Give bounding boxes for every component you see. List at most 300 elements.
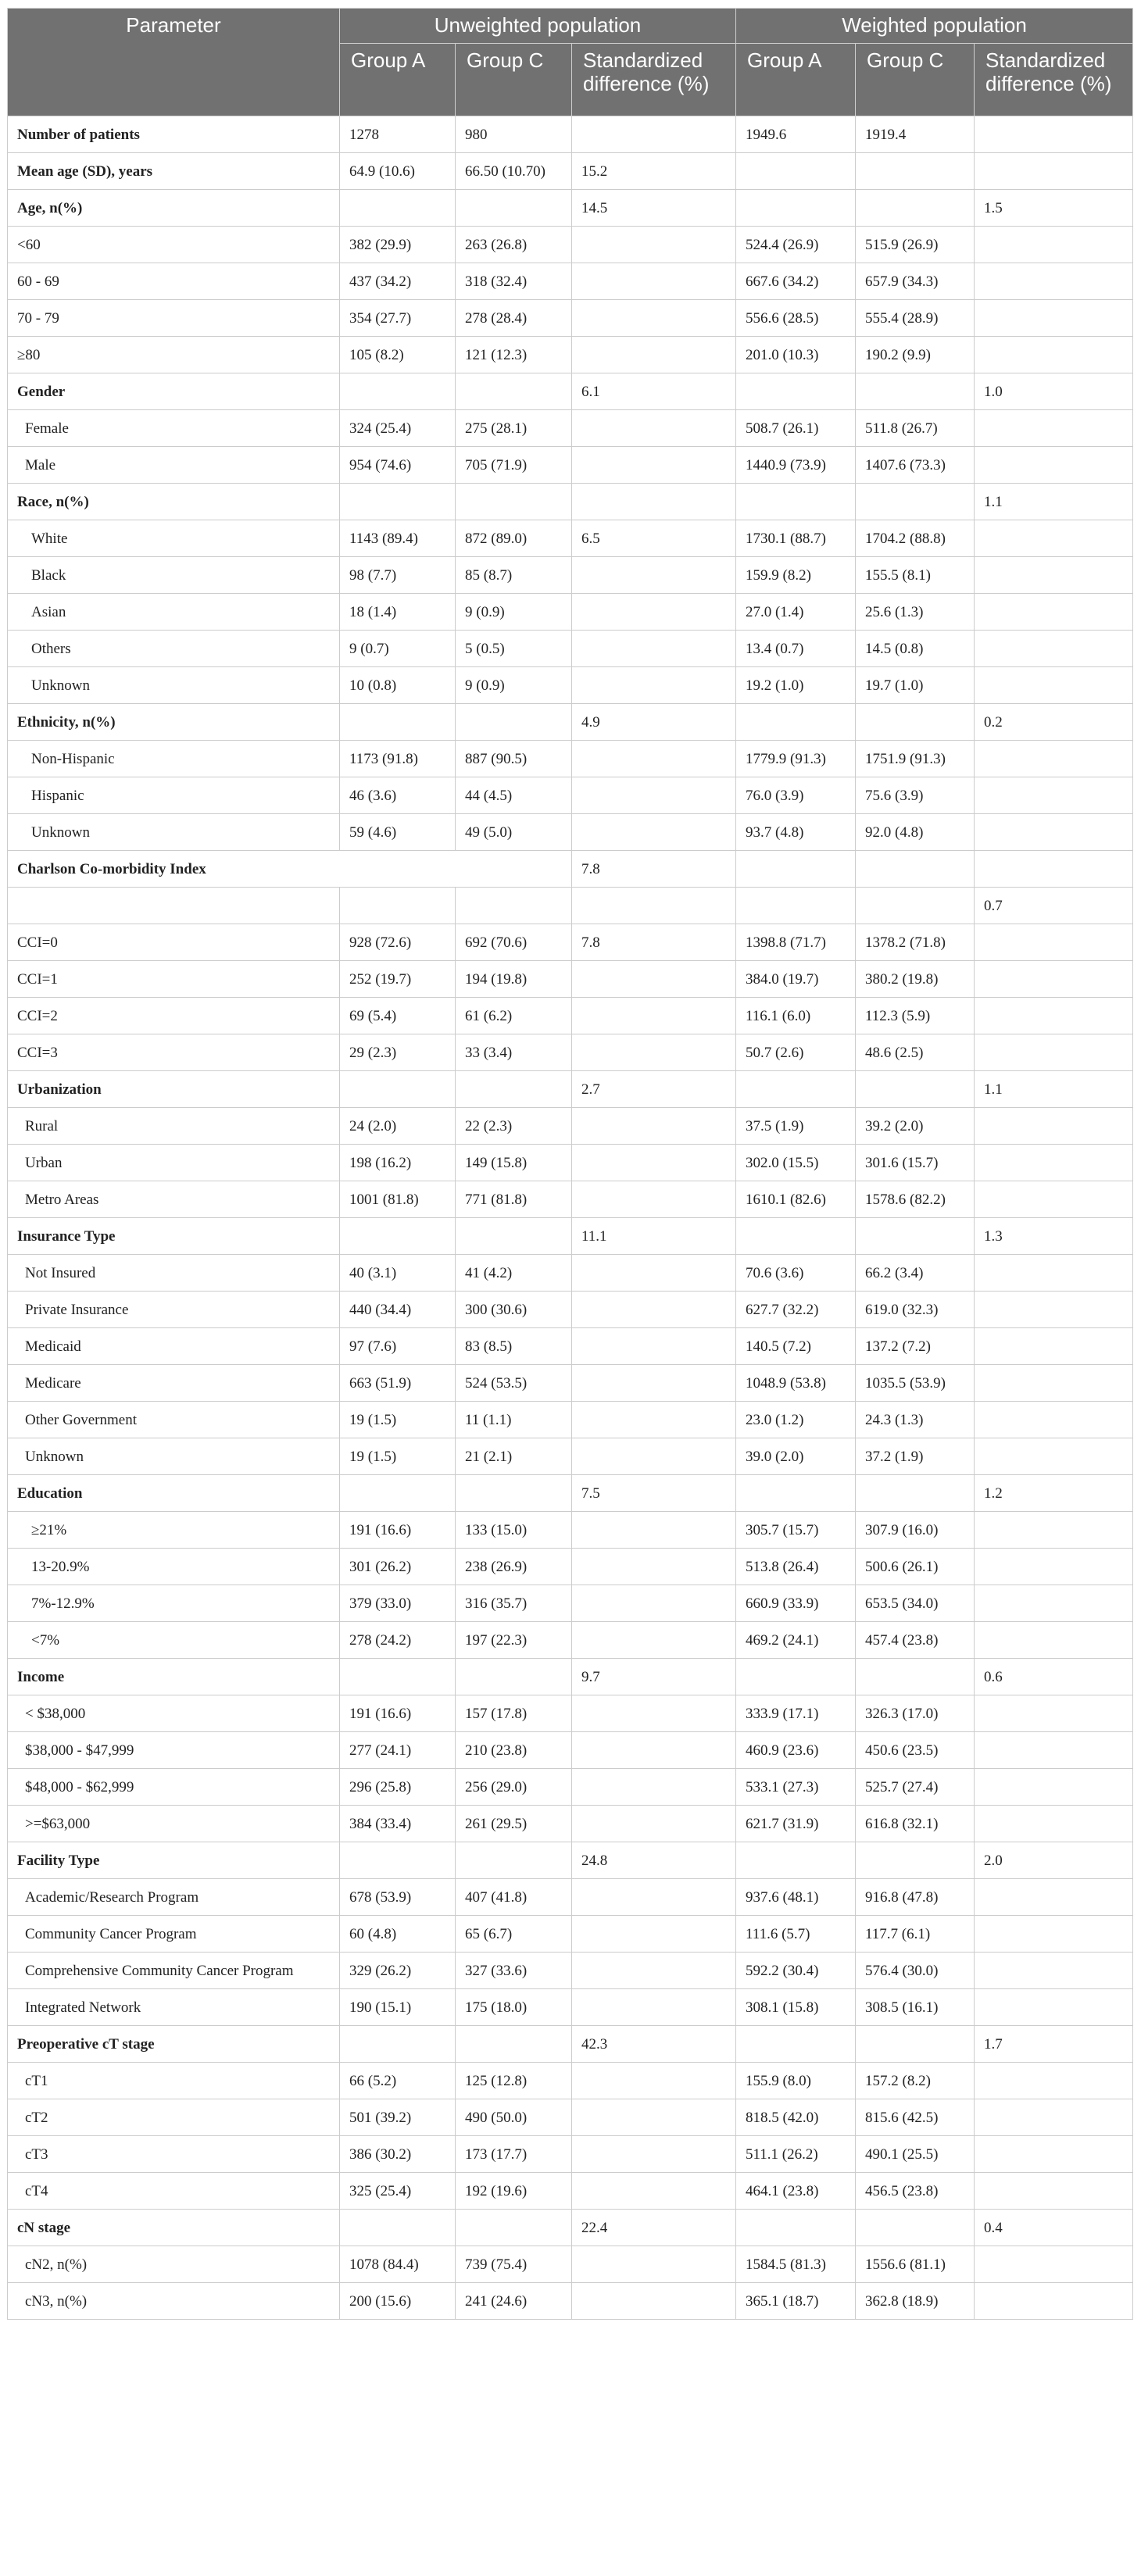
cell-unweighted-std-diff — [572, 667, 736, 704]
cell-unweighted-std-diff — [572, 2173, 736, 2210]
cell-unweighted-std-diff — [572, 447, 736, 484]
cell-unweighted-group-c: 33 (3.4) — [456, 1034, 572, 1071]
cell-unweighted-std-diff: 4.9 — [572, 704, 736, 741]
cell-unweighted-group-a — [340, 1475, 456, 1512]
row-label: cT1 — [8, 2063, 340, 2099]
cell-weighted-group-c: 112.3 (5.9) — [856, 998, 975, 1034]
header-weighted-group-a: Group A — [736, 44, 856, 116]
cell-unweighted-std-diff — [572, 1622, 736, 1659]
cell-weighted-group-a: 50.7 (2.6) — [736, 1034, 856, 1071]
cell-weighted-std-diff — [975, 777, 1133, 814]
cell-unweighted-group-a: 954 (74.6) — [340, 447, 456, 484]
row-label: 7%-12.9% — [8, 1585, 340, 1622]
row-label: 13-20.9% — [8, 1549, 340, 1585]
cell-weighted-std-diff — [975, 1585, 1133, 1622]
cell-unweighted-std-diff: 15.2 — [572, 153, 736, 190]
cell-unweighted-group-c: 887 (90.5) — [456, 741, 572, 777]
cell-unweighted-std-diff — [572, 594, 736, 631]
cell-weighted-group-a — [736, 2210, 856, 2246]
cell-unweighted-group-a: 379 (33.0) — [340, 1585, 456, 1622]
table-row — [8, 2210, 1133, 2246]
cell-weighted-group-c: 500.6 (26.1) — [856, 1549, 975, 1585]
cell-weighted-group-a: 508.7 (26.1) — [736, 410, 856, 447]
table-row — [8, 1292, 1133, 1328]
cell-unweighted-group-a — [340, 1659, 456, 1695]
cell-unweighted-std-diff: 7.8 — [572, 924, 736, 961]
cell-weighted-group-a: 39.0 (2.0) — [736, 1438, 856, 1475]
table-row — [8, 2246, 1133, 2283]
table-row — [8, 1475, 1133, 1512]
cell-unweighted-group-c: 157 (17.8) — [456, 1695, 572, 1732]
cell-weighted-group-a — [736, 1659, 856, 1695]
cell-weighted-group-a — [736, 1071, 856, 1108]
cell-unweighted-group-c: 771 (81.8) — [456, 1181, 572, 1218]
cell-weighted-std-diff — [975, 1622, 1133, 1659]
row-label: cN stage — [8, 2210, 340, 2246]
table-row — [8, 1659, 1133, 1695]
cell-weighted-group-c — [856, 1659, 975, 1695]
cell-weighted-group-c — [856, 1475, 975, 1512]
cell-unweighted-group-a: 190 (15.1) — [340, 1989, 456, 2026]
table-row — [8, 1328, 1133, 1365]
cell-unweighted-std-diff: 6.5 — [572, 520, 736, 557]
cell-weighted-std-diff: 0.2 — [975, 704, 1133, 741]
cell-weighted-group-a: 19.2 (1.0) — [736, 667, 856, 704]
table-row — [8, 2136, 1133, 2173]
cell-unweighted-group-a: 329 (26.2) — [340, 1953, 456, 1989]
cell-unweighted-group-c — [456, 1071, 572, 1108]
cell-weighted-group-a — [736, 851, 856, 888]
cell-weighted-group-a: 1584.5 (81.3) — [736, 2246, 856, 2283]
row-label: >=$63,000 — [8, 1806, 340, 1842]
cell-weighted-std-diff — [975, 1145, 1133, 1181]
table-row — [8, 1071, 1133, 1108]
cell-unweighted-group-c: 175 (18.0) — [456, 1989, 572, 2026]
cell-unweighted-group-c: 5 (0.5) — [456, 631, 572, 667]
cell-weighted-group-a: 556.6 (28.5) — [736, 300, 856, 337]
cell-weighted-group-a: 511.1 (26.2) — [736, 2136, 856, 2173]
cell-unweighted-group-a: 46 (3.6) — [340, 777, 456, 814]
cell-weighted-group-a: 111.6 (5.7) — [736, 1916, 856, 1953]
row-label: CCI=2 — [8, 998, 340, 1034]
table-row — [8, 1585, 1133, 1622]
cell-unweighted-group-a: 40 (3.1) — [340, 1255, 456, 1292]
cell-unweighted-std-diff: 6.1 — [572, 373, 736, 410]
cell-unweighted-group-a: 18 (1.4) — [340, 594, 456, 631]
row-label: cT4 — [8, 2173, 340, 2210]
cell-unweighted-group-a: 928 (72.6) — [340, 924, 456, 961]
row-label: Insurance Type — [8, 1218, 340, 1255]
cell-unweighted-group-a: 384 (33.4) — [340, 1806, 456, 1842]
cell-unweighted-group-a: 10 (0.8) — [340, 667, 456, 704]
cell-unweighted-std-diff — [572, 741, 736, 777]
cell-weighted-std-diff: 1.5 — [975, 190, 1133, 227]
table-header — [8, 9, 1133, 116]
cell-weighted-group-a: 155.9 (8.0) — [736, 2063, 856, 2099]
cell-unweighted-std-diff — [572, 1108, 736, 1145]
row-label: cN2, n(%) — [8, 2246, 340, 2283]
cell-weighted-group-c — [856, 190, 975, 227]
cell-unweighted-group-a: 278 (24.2) — [340, 1622, 456, 1659]
cell-unweighted-group-c: 173 (17.7) — [456, 2136, 572, 2173]
cell-unweighted-group-c — [456, 704, 572, 741]
cell-unweighted-std-diff — [572, 1255, 736, 1292]
table-row — [8, 1438, 1133, 1475]
cell-unweighted-std-diff — [572, 1034, 736, 1071]
cell-unweighted-group-a: 60 (4.8) — [340, 1916, 456, 1953]
cell-weighted-group-c: 19.7 (1.0) — [856, 667, 975, 704]
row-label: Rural — [8, 1108, 340, 1145]
cell-unweighted-group-a: 97 (7.6) — [340, 1328, 456, 1365]
cell-unweighted-std-diff — [572, 1879, 736, 1916]
cell-unweighted-group-c: 980 — [456, 116, 572, 153]
row-label: Not Insured — [8, 1255, 340, 1292]
cell-weighted-group-a: 384.0 (19.7) — [736, 961, 856, 998]
cell-weighted-group-c: 190.2 (9.9) — [856, 337, 975, 373]
cell-weighted-std-diff — [975, 1695, 1133, 1732]
cell-weighted-std-diff — [975, 924, 1133, 961]
cell-weighted-group-c: 1035.5 (53.9) — [856, 1365, 975, 1402]
cell-unweighted-group-c: 705 (71.9) — [456, 447, 572, 484]
row-label: Academic/Research Program — [8, 1879, 340, 1916]
cell-weighted-std-diff — [975, 1732, 1133, 1769]
cell-weighted-group-a — [736, 704, 856, 741]
row-label: ≥21% — [8, 1512, 340, 1549]
row-label: Number of patients — [8, 116, 340, 153]
cell-weighted-std-diff — [975, 1108, 1133, 1145]
row-label: CCI=0 — [8, 924, 340, 961]
table-row — [8, 2173, 1133, 2210]
row-label: Urbanization — [8, 1071, 340, 1108]
table-row — [8, 1034, 1133, 1071]
cell-weighted-group-a: 302.0 (15.5) — [736, 1145, 856, 1181]
cell-unweighted-std-diff — [572, 227, 736, 263]
row-label: Hispanic — [8, 777, 340, 814]
row-label: cT3 — [8, 2136, 340, 2173]
cell-weighted-std-diff — [975, 594, 1133, 631]
cell-unweighted-group-c: 327 (33.6) — [456, 1953, 572, 1989]
cell-unweighted-group-a — [340, 888, 456, 924]
cell-weighted-group-c: 1578.6 (82.2) — [856, 1181, 975, 1218]
cell-weighted-std-diff — [975, 1034, 1133, 1071]
row-label: Mean age (SD), years — [8, 153, 340, 190]
cell-weighted-group-a: 469.2 (24.1) — [736, 1622, 856, 1659]
cell-weighted-group-a: 201.0 (10.3) — [736, 337, 856, 373]
cell-weighted-group-c: 616.8 (32.1) — [856, 1806, 975, 1842]
cell-weighted-std-diff — [975, 520, 1133, 557]
cell-weighted-std-diff — [975, 1769, 1133, 1806]
baseline-characteristics-table — [7, 8, 1133, 2320]
cell-weighted-group-a: 333.9 (17.1) — [736, 1695, 856, 1732]
cell-unweighted-group-a: 325 (25.4) — [340, 2173, 456, 2210]
cell-weighted-std-diff — [975, 998, 1133, 1034]
table-row — [8, 851, 1133, 888]
cell-weighted-group-a: 667.6 (34.2) — [736, 263, 856, 300]
cell-weighted-group-a — [736, 373, 856, 410]
cell-weighted-group-a: 1730.1 (88.7) — [736, 520, 856, 557]
cell-unweighted-group-a: 501 (39.2) — [340, 2099, 456, 2136]
cell-unweighted-group-c — [456, 373, 572, 410]
cell-weighted-std-diff: 2.0 — [975, 1842, 1133, 1879]
row-label: Unknown — [8, 1438, 340, 1475]
table-row — [8, 447, 1133, 484]
cell-unweighted-group-c: 83 (8.5) — [456, 1328, 572, 1365]
cell-unweighted-group-a: 324 (25.4) — [340, 410, 456, 447]
cell-weighted-group-a: 592.2 (30.4) — [736, 1953, 856, 1989]
cell-weighted-group-a: 533.1 (27.3) — [736, 1769, 856, 1806]
cell-unweighted-group-c: 121 (12.3) — [456, 337, 572, 373]
cell-weighted-group-a: 27.0 (1.4) — [736, 594, 856, 631]
cell-unweighted-std-diff — [572, 337, 736, 373]
cell-weighted-group-a: 1779.9 (91.3) — [736, 741, 856, 777]
cell-weighted-std-diff: 0.7 — [975, 888, 1133, 924]
cell-weighted-group-a: 140.5 (7.2) — [736, 1328, 856, 1365]
table-row — [8, 1402, 1133, 1438]
row-label: Gender — [8, 373, 340, 410]
row-label: Black — [8, 557, 340, 594]
row-label: Urban — [8, 1145, 340, 1181]
cell-unweighted-group-c: 256 (29.0) — [456, 1769, 572, 1806]
cell-weighted-std-diff — [975, 227, 1133, 263]
cell-unweighted-group-a — [340, 373, 456, 410]
table-row — [8, 888, 1133, 924]
cell-weighted-group-c: 301.6 (15.7) — [856, 1145, 975, 1181]
cell-unweighted-std-diff — [572, 263, 736, 300]
cell-unweighted-group-a: 437 (34.2) — [340, 263, 456, 300]
cell-unweighted-group-a — [340, 2210, 456, 2246]
cell-unweighted-group-c: 241 (24.6) — [456, 2283, 572, 2320]
cell-unweighted-std-diff: 42.3 — [572, 2026, 736, 2063]
cell-unweighted-group-c: 872 (89.0) — [456, 520, 572, 557]
cell-weighted-group-c: 490.1 (25.5) — [856, 2136, 975, 2173]
cell-weighted-group-a — [736, 1475, 856, 1512]
cell-unweighted-group-c: 275 (28.1) — [456, 410, 572, 447]
cell-weighted-group-c: 653.5 (34.0) — [856, 1585, 975, 1622]
row-label: Community Cancer Program — [8, 1916, 340, 1953]
cell-weighted-group-c — [856, 1071, 975, 1108]
cell-weighted-group-a: 464.1 (23.8) — [736, 2173, 856, 2210]
cell-unweighted-group-c: 66.50 (10.70) — [456, 153, 572, 190]
cell-weighted-group-c — [856, 2210, 975, 2246]
header-weighted-population: Weighted population — [736, 9, 1133, 44]
cell-weighted-std-diff — [975, 2283, 1133, 2320]
row-label: Race, n(%) — [8, 484, 340, 520]
row-label: Female — [8, 410, 340, 447]
cell-weighted-std-diff: 1.3 — [975, 1218, 1133, 1255]
cell-unweighted-std-diff — [572, 2283, 736, 2320]
table-row — [8, 1622, 1133, 1659]
cell-weighted-group-c: 117.7 (6.1) — [856, 1916, 975, 1953]
cell-weighted-group-a — [736, 190, 856, 227]
cell-unweighted-group-c — [456, 888, 572, 924]
cell-weighted-group-a: 621.7 (31.9) — [736, 1806, 856, 1842]
header-unweighted-group-a: Group A — [340, 44, 456, 116]
cell-weighted-group-c — [856, 1218, 975, 1255]
cell-weighted-std-diff — [975, 410, 1133, 447]
cell-weighted-std-diff — [975, 557, 1133, 594]
cell-weighted-group-c: 308.5 (16.1) — [856, 1989, 975, 2026]
cell-unweighted-group-c — [456, 1475, 572, 1512]
cell-weighted-std-diff — [975, 1989, 1133, 2026]
cell-unweighted-group-a: 1143 (89.4) — [340, 520, 456, 557]
cell-weighted-std-diff — [975, 1916, 1133, 1953]
cell-weighted-std-diff — [975, 814, 1133, 851]
cell-unweighted-group-c: 9 (0.9) — [456, 594, 572, 631]
cell-weighted-group-c: 66.2 (3.4) — [856, 1255, 975, 1292]
cell-weighted-group-a: 1048.9 (53.8) — [736, 1365, 856, 1402]
table-row — [8, 1218, 1133, 1255]
row-label: $38,000 - $47,999 — [8, 1732, 340, 1769]
cell-weighted-group-a — [736, 153, 856, 190]
table-row — [8, 410, 1133, 447]
row-label: Other Government — [8, 1402, 340, 1438]
cell-unweighted-group-c: 524 (53.5) — [456, 1365, 572, 1402]
row-label: White — [8, 520, 340, 557]
cell-unweighted-std-diff: 2.7 — [572, 1071, 736, 1108]
cell-weighted-group-c: 555.4 (28.9) — [856, 300, 975, 337]
cell-unweighted-group-a — [340, 190, 456, 227]
row-label: Income — [8, 1659, 340, 1695]
table-row — [8, 337, 1133, 373]
cell-weighted-group-c: 39.2 (2.0) — [856, 1108, 975, 1145]
cell-unweighted-std-diff: 24.8 — [572, 1842, 736, 1879]
cell-unweighted-std-diff — [572, 1328, 736, 1365]
cell-weighted-std-diff — [975, 447, 1133, 484]
table-row — [8, 227, 1133, 263]
row-label: cN3, n(%) — [8, 2283, 340, 2320]
cell-weighted-group-a: 116.1 (6.0) — [736, 998, 856, 1034]
row-label: Private Insurance — [8, 1292, 340, 1328]
cell-unweighted-group-c: 149 (15.8) — [456, 1145, 572, 1181]
row-label: Facility Type — [8, 1842, 340, 1879]
cell-weighted-group-a: 93.7 (4.8) — [736, 814, 856, 851]
table-row — [8, 704, 1133, 741]
cell-weighted-group-c: 307.9 (16.0) — [856, 1512, 975, 1549]
cell-weighted-std-diff — [975, 2099, 1133, 2136]
cell-weighted-group-c — [856, 851, 975, 888]
row-label: Medicaid — [8, 1328, 340, 1365]
table-row — [8, 1108, 1133, 1145]
cell-unweighted-std-diff — [572, 1292, 736, 1328]
row-label: CCI=3 — [8, 1034, 340, 1071]
cell-weighted-group-a: 37.5 (1.9) — [736, 1108, 856, 1145]
cell-unweighted-std-diff — [572, 1806, 736, 1842]
cell-weighted-group-a — [736, 888, 856, 924]
row-label: Metro Areas — [8, 1181, 340, 1218]
cell-weighted-group-a: 1949.6 — [736, 116, 856, 153]
cell-weighted-std-diff — [975, 1953, 1133, 1989]
cell-weighted-group-a: 76.0 (3.9) — [736, 777, 856, 814]
row-label: Unknown — [8, 814, 340, 851]
table-row — [8, 1806, 1133, 1842]
cell-weighted-group-c: 25.6 (1.3) — [856, 594, 975, 631]
table-row — [8, 1916, 1133, 1953]
cell-unweighted-group-a: 191 (16.6) — [340, 1512, 456, 1549]
table-row — [8, 741, 1133, 777]
cell-unweighted-std-diff — [572, 1365, 736, 1402]
cell-weighted-group-a: 70.6 (3.6) — [736, 1255, 856, 1292]
cell-unweighted-std-diff: 7.8 — [572, 851, 736, 888]
cell-weighted-group-c — [856, 153, 975, 190]
cell-unweighted-group-c: 692 (70.6) — [456, 924, 572, 961]
cell-unweighted-group-a — [340, 1842, 456, 1879]
table-row — [8, 190, 1133, 227]
cell-unweighted-group-c: 9 (0.9) — [456, 667, 572, 704]
cell-weighted-group-a: 513.8 (26.4) — [736, 1549, 856, 1585]
row-label: Education — [8, 1475, 340, 1512]
table-body — [8, 116, 1133, 2320]
table-row — [8, 1879, 1133, 1916]
cell-unweighted-group-c — [456, 2026, 572, 2063]
cell-weighted-group-a: 627.7 (32.2) — [736, 1292, 856, 1328]
cell-weighted-std-diff: 0.6 — [975, 1659, 1133, 1695]
header-unweighted-population: Unweighted population — [340, 9, 736, 44]
cell-weighted-std-diff — [975, 741, 1133, 777]
cell-weighted-group-c — [856, 704, 975, 741]
table-row — [8, 1989, 1133, 2026]
cell-unweighted-std-diff — [572, 300, 736, 337]
cell-unweighted-group-a: 59 (4.6) — [340, 814, 456, 851]
row-label: Asian — [8, 594, 340, 631]
cell-unweighted-std-diff — [572, 1953, 736, 1989]
cell-weighted-std-diff: 1.1 — [975, 484, 1133, 520]
table-row — [8, 116, 1133, 153]
cell-weighted-group-c: 1407.6 (73.3) — [856, 447, 975, 484]
cell-weighted-group-a: 13.4 (0.7) — [736, 631, 856, 667]
table-row — [8, 373, 1133, 410]
row-label: Integrated Network — [8, 1989, 340, 2026]
cell-unweighted-group-c: 263 (26.8) — [456, 227, 572, 263]
table-row — [8, 300, 1133, 337]
cell-weighted-group-a: 818.5 (42.0) — [736, 2099, 856, 2136]
row-label: ≥80 — [8, 337, 340, 373]
cell-unweighted-group-c: 197 (22.3) — [456, 1622, 572, 1659]
table-row — [8, 2026, 1133, 2063]
cell-unweighted-group-a: 296 (25.8) — [340, 1769, 456, 1806]
cell-unweighted-std-diff — [572, 1916, 736, 1953]
table-row — [8, 961, 1133, 998]
cell-unweighted-group-a: 105 (8.2) — [340, 337, 456, 373]
cell-unweighted-group-c: 22 (2.3) — [456, 1108, 572, 1145]
cell-weighted-group-c: 1378.2 (71.8) — [856, 924, 975, 961]
cell-unweighted-std-diff — [572, 998, 736, 1034]
table-row — [8, 1549, 1133, 1585]
row-label: <60 — [8, 227, 340, 263]
cell-unweighted-group-c: 210 (23.8) — [456, 1732, 572, 1769]
cell-weighted-group-c: 657.9 (34.3) — [856, 263, 975, 300]
header-weighted-std-diff: Standardized difference (%) — [975, 44, 1133, 116]
cell-unweighted-group-a: 66 (5.2) — [340, 2063, 456, 2099]
cell-unweighted-group-c — [456, 1659, 572, 1695]
row-label: Charlson Co-morbidity Index — [8, 851, 572, 888]
cell-weighted-group-c: 1556.6 (81.1) — [856, 2246, 975, 2283]
cell-unweighted-group-c: 318 (32.4) — [456, 263, 572, 300]
cell-unweighted-std-diff — [572, 888, 736, 924]
row-label: Male — [8, 447, 340, 484]
cell-unweighted-group-a — [340, 1071, 456, 1108]
cell-unweighted-group-c: 490 (50.0) — [456, 2099, 572, 2136]
cell-weighted-std-diff — [975, 631, 1133, 667]
cell-unweighted-std-diff — [572, 484, 736, 520]
cell-unweighted-group-c: 261 (29.5) — [456, 1806, 572, 1842]
cell-unweighted-group-a: 386 (30.2) — [340, 2136, 456, 2173]
cell-weighted-group-c: 137.2 (7.2) — [856, 1328, 975, 1365]
cell-weighted-std-diff — [975, 2136, 1133, 2173]
cell-unweighted-group-c: 21 (2.1) — [456, 1438, 572, 1475]
cell-weighted-std-diff — [975, 1879, 1133, 1916]
table-row — [8, 153, 1133, 190]
table-row — [8, 1145, 1133, 1181]
